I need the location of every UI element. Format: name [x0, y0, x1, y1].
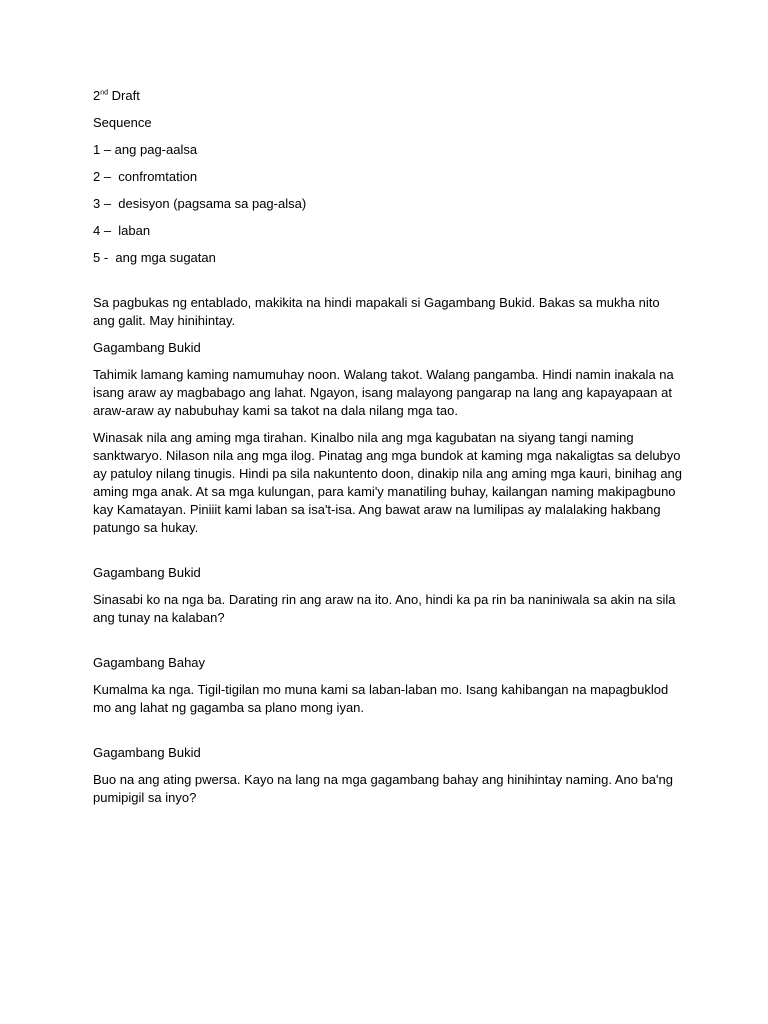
dialogue-paragraph: Buo na ang ating pwersa. Kayo na lang na mga gagambang bahay ang hinihintay naming. Ano ba'ng pumipigil sa inyo? [93, 772, 673, 805]
draft-ordinal-suffix: nd [100, 89, 109, 97]
draft-title [93, 87, 683, 105]
dialogue-paragraph: Sinasabi ko na nga ba. Darating rin ang araw na ito. Ano, hindi ka pa rin ba naniniwala sa akin na sila ang tunay na kalaban? [93, 592, 676, 625]
blank-line [93, 276, 683, 294]
sequence-label: Sequence [93, 115, 152, 130]
sequence-item: 5 - ang mga sugatan [93, 250, 216, 265]
blank-line [93, 546, 683, 564]
dialogue-paragraph: Winasak nila ang aming mga tirahan. Kinalbo nila ang mga kagubatan na siyang tangi naming sanktwaryo. Nilason nila ang mga ilog. Pinatag ang mga bundok at kaming mga nakaligtas sa delubyo ay patuloy nilang tinugis. Hindi pa sila nakuntento doon, dinakip nila ang aming mga kauri, binihag ang aming mga anak. At sa mga kulungan, para kami'y manatiling buhay, kailangan naming makipagbuno kay Kamatayan. Piniiit kami laban sa isa't-isa. Ang bawat araw na lumilipas ay malalaking hakbang patungo sa hukay. [93, 430, 683, 535]
sequence-item: 2 – confromtation [93, 169, 198, 184]
sequence-item: 4 – laban [93, 223, 151, 238]
document-body [93, 87, 683, 816]
speaker-name: Gagambang Bukid [93, 340, 201, 355]
draft-number: 2 [93, 88, 101, 103]
dialogue-paragraph: Kumalma ka nga. Tigil-tigilan mo muna kami sa laban-laban mo. Isang kahibangan na mapagbuklod mo ang lahat ng gagamba sa plano mong iyan. [93, 682, 669, 715]
speaker-name: Gagambang Bukid [93, 745, 201, 760]
blank-line [93, 636, 683, 654]
blank-line [93, 726, 683, 744]
stage-direction: Sa pagbukas ng entablado, makikita na hindi mapakali si Gagambang Bukid. Bakas sa mukha nito ang galit. May hinihintay. [93, 295, 660, 328]
speaker-name: Gagambang Bukid [93, 565, 201, 580]
sequence-item: 1 – ang pag-aalsa [93, 142, 198, 157]
speaker-name: Gagambang Bahay [93, 655, 206, 670]
sequence-item: 3 – desisyon (pagsama sa pag-alsa) [93, 196, 307, 211]
draft-label: Draft [108, 88, 140, 103]
dialogue-paragraph: Tahimik lamang kaming namumuhay noon. Walang takot. Walang pangamba. Hindi namin inakala na isang araw ay magbabago ang lahat. Ngayon, isang malayong pangarap na lang ang kapayapaan at araw-araw ay nabubuhay kami sa takot na dala nilang mga tao. [93, 367, 674, 418]
